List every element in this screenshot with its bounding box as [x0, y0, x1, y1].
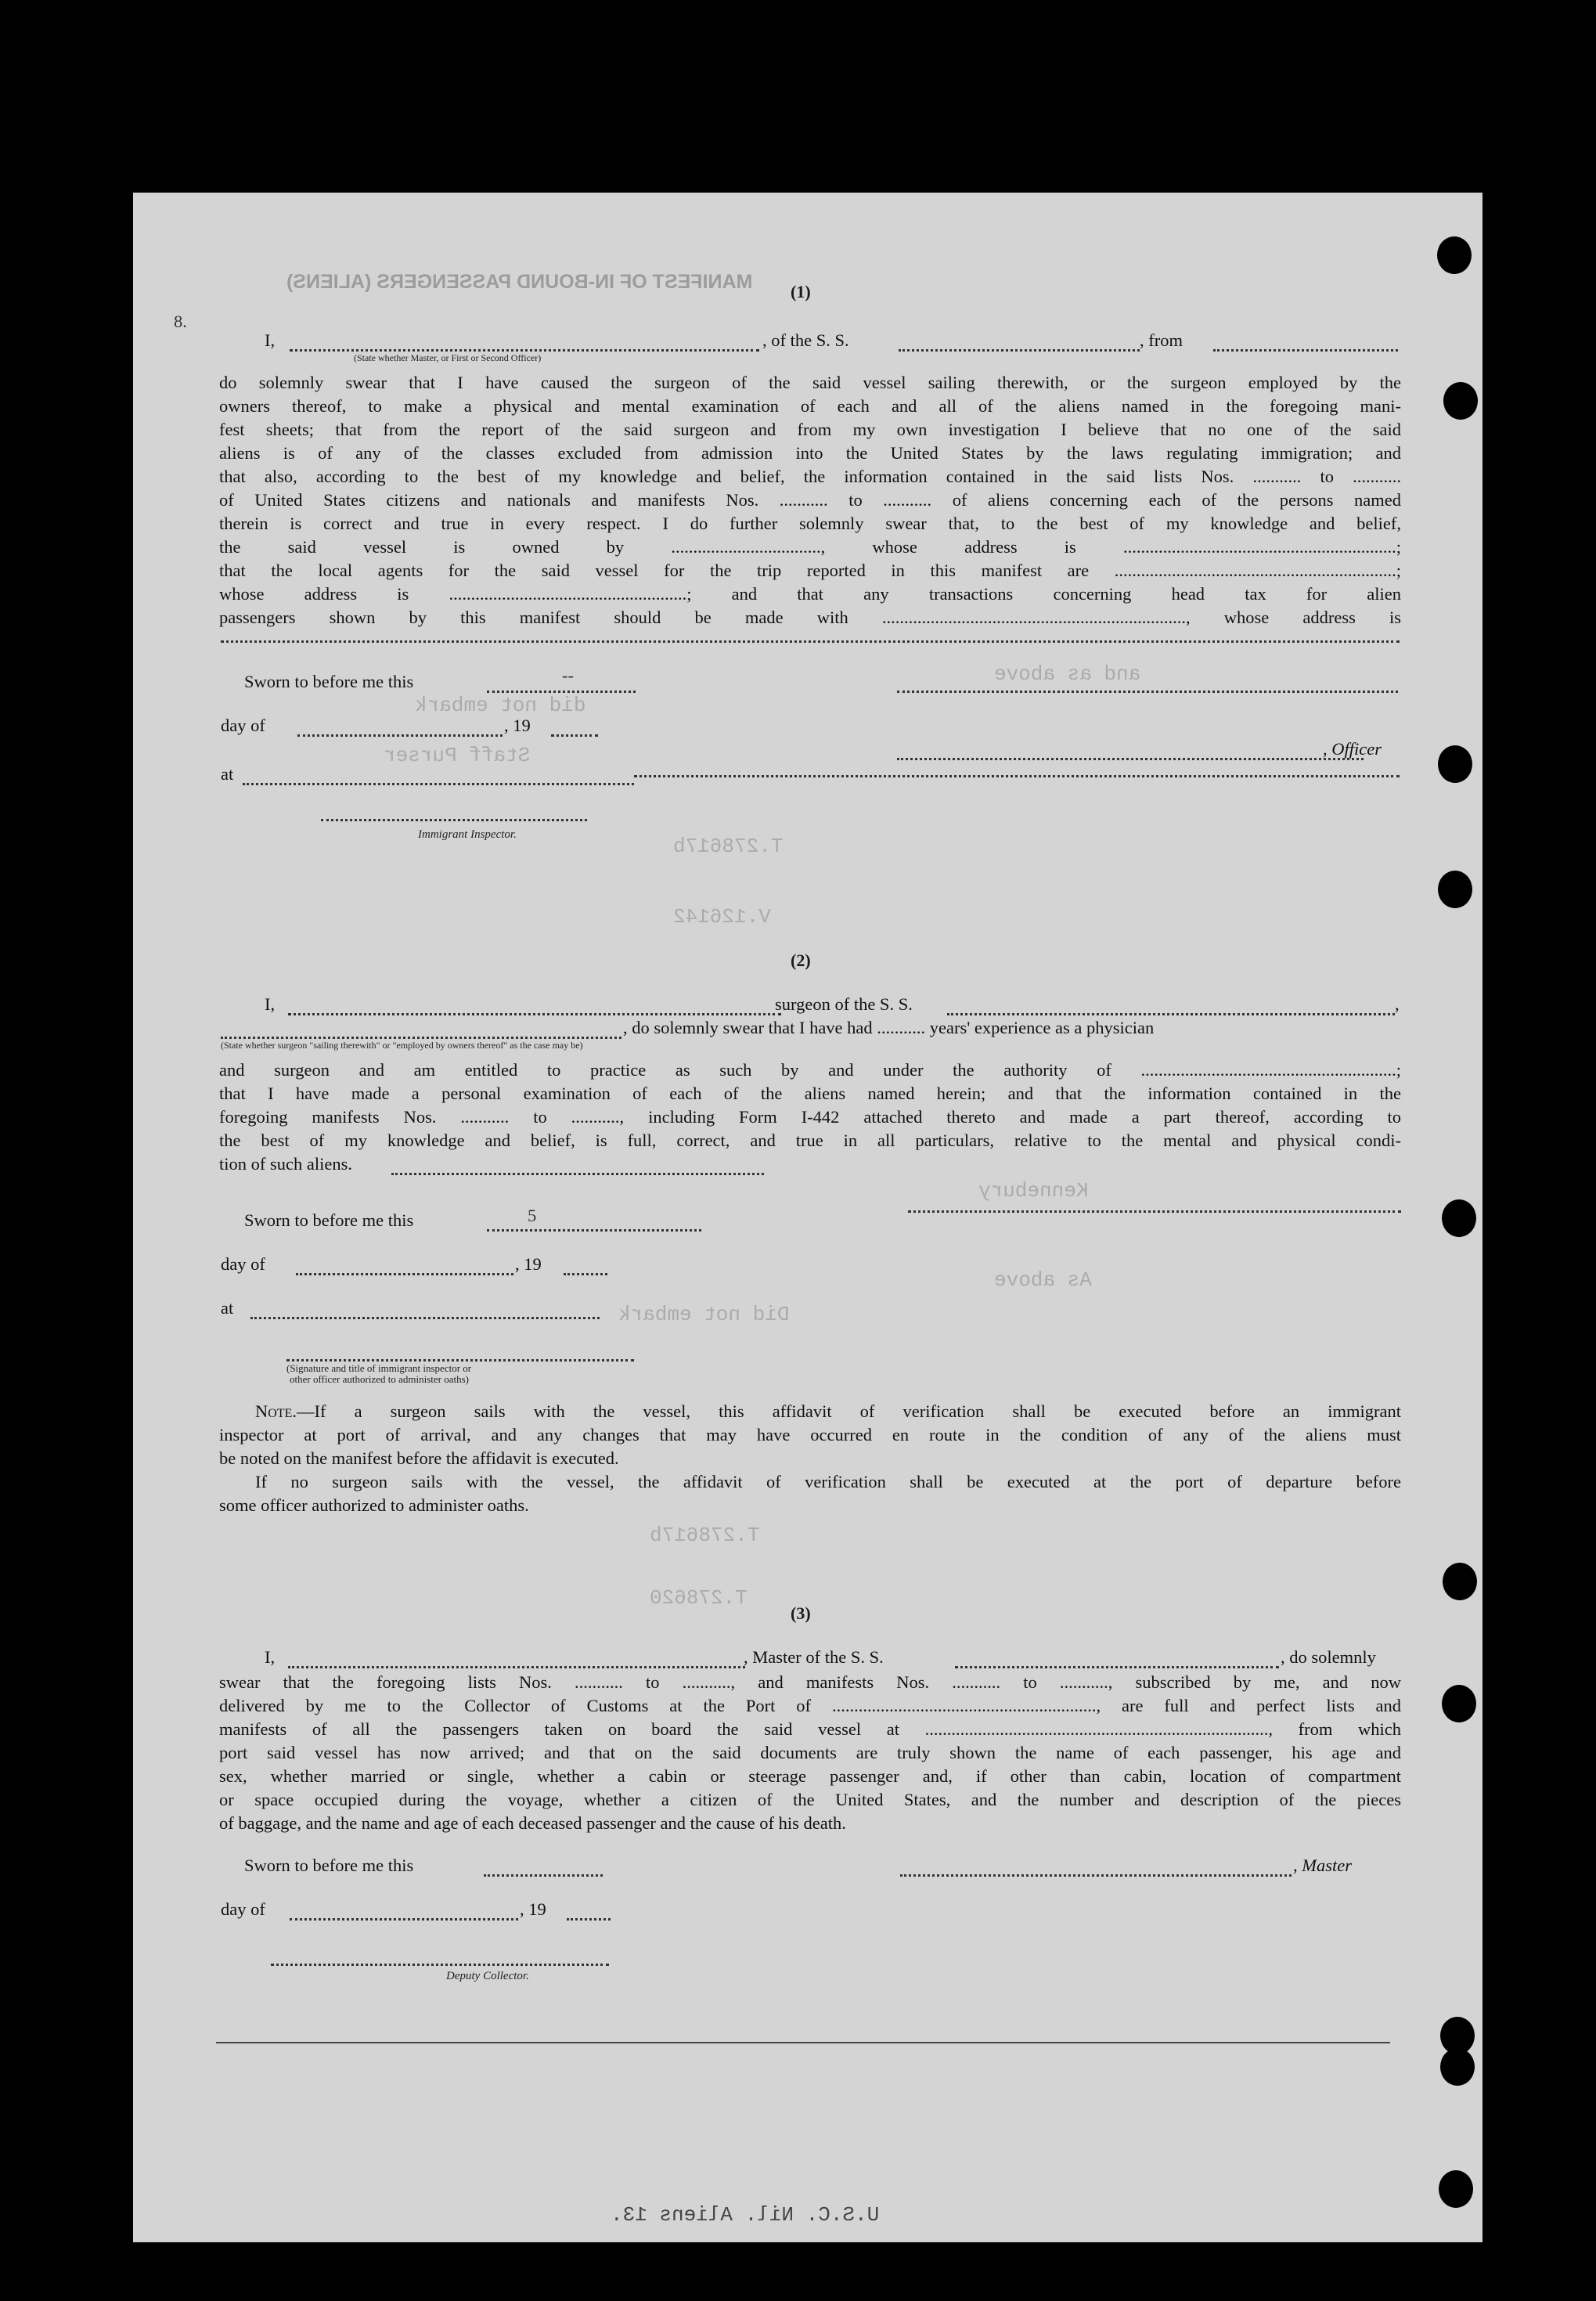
section-3-day-of-label: day of: [221, 1899, 265, 1919]
blank-sworn-day-3: [484, 1874, 603, 1877]
section-1-body-line: owners thereof, to make a physical and mental examination of each and all of the aliens named in the foregoing mani-: [219, 396, 1401, 416]
section-1-sworn-label: Sworn to before me this: [244, 672, 414, 691]
section-1-body-line: of United States citizens and nationals and manifests Nos. ........... to ........... of aliens concerning each of the persons named: [219, 490, 1401, 510]
signature-caption-line-2: other officer authorized to administer oaths): [290, 1373, 469, 1385]
blank-after-aliens: [391, 1173, 764, 1175]
section-1-sworn-value: --: [562, 665, 574, 685]
blank-master-vessel: [955, 1666, 1279, 1668]
bleed-through-text: V.126142: [673, 905, 771, 929]
section-2-intro: I,: [265, 994, 276, 1014]
blank-sworn-day-2: [487, 1229, 701, 1232]
punch-hole: [1443, 382, 1478, 420]
punch-hole: [1442, 1685, 1476, 1722]
punch-hole: [1442, 1199, 1476, 1237]
section-3-year-label: , 19: [520, 1899, 546, 1919]
section-3-number: (3): [791, 1603, 811, 1623]
section-2-year-label: , 19: [515, 1254, 542, 1274]
section-1-body-line: do solemnly swear that I have caused the surgeon of the said vessel sailing therewith, or the surgeon employed by the: [219, 373, 1401, 392]
section-2-experience-line: , do solemnly swear that I have had ........... years' experience as a physician: [623, 1018, 1155, 1037]
blank-surgeon-status: [221, 1037, 621, 1039]
section-3-body-line: port said vessel has now arrived; and that on the said documents are truly shown the name of each passenger, his age and: [219, 1743, 1401, 1762]
blank-officer-signature-3: [634, 775, 1400, 777]
immigrant-inspector-caption: Immigrant Inspector.: [418, 828, 517, 841]
master-label: , Master: [1293, 1856, 1352, 1875]
section-1-body-line: that the local agents for the said vessel for the trip reported in this manifest are ................................................................;: [219, 561, 1401, 580]
bleed-through-text: T.278617b: [650, 1524, 760, 1547]
officer-title-caption: (State whether Master, or First or Second Officer): [354, 352, 542, 363]
bleed-through-text: Kennebury: [978, 1179, 1089, 1203]
blank-officer-signature-2: [897, 758, 1364, 760]
section-3-solemnly: , do solemnly: [1281, 1647, 1376, 1667]
section-3-intro: I,: [265, 1647, 276, 1667]
deputy-collector-caption: Deputy Collector.: [446, 1970, 529, 1982]
blank-collector-signature: [271, 1964, 609, 1966]
section-1-body-line: whose address is ......................................................; and that any transactions concerning head tax for alien: [219, 584, 1401, 604]
blank-port-from: [1213, 349, 1398, 352]
signature-caption-line-1: (Signature and title of immigrant inspector or: [286, 1362, 472, 1374]
punch-hole: [1440, 2048, 1475, 2086]
blank-sworn-day: [487, 691, 636, 693]
bleed-through-header: MANIFEST OF IN-BOUND PASSENGERS (ALIENS): [286, 271, 753, 293]
section-3-sworn-label: Sworn to before me this: [244, 1856, 414, 1875]
section-2-number: (2): [791, 950, 811, 970]
blank-inspector-signature-2: [286, 1359, 634, 1361]
note-line: some officer authorized to administer oaths.: [219, 1495, 529, 1515]
section-3-vessel-label: , Master of the S. S.: [744, 1647, 884, 1667]
bleed-through-text: Did not embark: [618, 1303, 790, 1326]
blank-surgeon-vessel: [947, 1013, 1395, 1015]
section-1-body-line: the said vessel is owned by .................................., whose address is ..............................................................;: [219, 537, 1401, 557]
punch-hole: [1443, 1563, 1477, 1600]
blank-officer-name: [290, 349, 759, 352]
section-1-year-label: , 19: [504, 716, 531, 735]
section-2-body-line: tion of such aliens.: [219, 1154, 352, 1174]
section-2-day-of-label: day of: [221, 1254, 265, 1274]
officer-label: , Officer: [1323, 739, 1382, 759]
section-1-body-line: fest sheets; that from the report of the said surgeon and from my own investigation I believe that no one of the said: [219, 420, 1401, 439]
bleed-through-text: T.278617b: [673, 835, 784, 858]
punch-hole: [1439, 2170, 1473, 2208]
section-1-vessel-label: , of the S. S.: [762, 330, 849, 350]
blank-year: [551, 734, 598, 737]
section-2-vessel-label: surgeon of the S. S.: [775, 994, 913, 1014]
surgeon-status-caption: (State whether surgeon "sailing therewith" or "employed by owners thereof" as the case may be): [221, 1040, 583, 1051]
section-3-body-line: swear that the foregoing lists Nos. ........... to ..........., and manifests Nos. ........... to ..........., subscribed by me, and now: [219, 1672, 1401, 1692]
section-3-body-line: manifests of all the passengers taken on board the said vessel at .............................................................................., from which: [219, 1719, 1401, 1739]
note-label: Note.: [255, 1401, 297, 1421]
section-2-body-line: and surgeon and am entitled to practice as such by and under the authority of ..........................................................;: [219, 1060, 1401, 1080]
section-3-body-line: delivered by me to the Collector of Customs at the Port of ............................................................, are full and perfect lists and: [219, 1696, 1401, 1715]
punch-hole: [1437, 236, 1472, 274]
blank-at-place: [243, 783, 634, 785]
section-3-body-line: of baggage, and the name and age of each deceased passenger and the cause of his death.: [219, 1813, 846, 1833]
manifest-page: [133, 193, 1483, 2242]
section-1-body-line: therein is correct and true in every respect. I do further solemnly swear that, to the best of my knowledge and belief,: [219, 514, 1401, 533]
section-1-day-of-label: day of: [221, 716, 265, 735]
footer-stamp: U.S.C. Nil. Aliens 13.: [611, 2203, 880, 2227]
note-line: [255, 1400, 1401, 1423]
bleed-through-text: T.278620: [650, 1586, 748, 1610]
blank-surgeon-name: [288, 1013, 781, 1015]
blank-year-2: [564, 1273, 607, 1275]
blank-master-signature: [900, 1874, 1292, 1877]
section-1-at-label: at: [221, 764, 234, 784]
section-2-sworn-label: Sworn to before me this: [244, 1210, 414, 1230]
blank-officer-signature-1: [897, 691, 1398, 693]
bleed-through-text: did not embark: [415, 694, 586, 717]
punch-hole: [1438, 745, 1472, 783]
section-1-body-line: that also, according to the best of my knowledge and belief, the information contained in the said lists Nos. ........... to ...........: [219, 467, 1401, 486]
blank-month-2: [296, 1273, 513, 1275]
note-line: inspector at port of arrival, and any changes that may have occurred en route in the condition of any of the aliens must: [219, 1425, 1401, 1444]
blank-master-name: [288, 1666, 745, 1668]
blank-at-place-2: [250, 1317, 600, 1319]
section-1-number: (1): [791, 282, 811, 301]
bottom-rule: [216, 2042, 1390, 2043]
section-3-body-line: sex, whether married or single, whether a cabin or steerage passenger and, if other than cabin, location of compartment: [219, 1766, 1401, 1786]
section-2-body-line: foregoing manifests Nos. ........... to ..........., including Form I-442 attached thereto and made a part thereof, according to: [219, 1107, 1401, 1127]
section-1-intro: I,: [265, 330, 276, 350]
section-2-sworn-value: 5: [528, 1206, 537, 1225]
margin-mark: 8.: [174, 312, 187, 331]
bleed-through-text: As above: [994, 1268, 1092, 1292]
blank-signature-2: [908, 1210, 1401, 1213]
blank-year-3: [567, 1918, 611, 1921]
note-line: If no surgeon sails with the vessel, the affidavit of verification shall be executed at the port of departure before: [255, 1472, 1401, 1491]
blank-month: [297, 734, 503, 737]
section-1-from-label: , from: [1140, 330, 1183, 350]
section-2-body-line: the best of my knowledge and belief, is full, correct, and true in all particulars, relative to the mental and physical condi-: [219, 1131, 1401, 1150]
blank-vessel-name: [899, 349, 1140, 352]
punch-hole: [1438, 871, 1472, 908]
section-3-body-line: or space occupied during the voyage, whether a citizen of the United States, and the number and description of the pieces: [219, 1790, 1401, 1809]
blank-head-tax-address: [221, 640, 1400, 643]
blank-inspector-signature: [321, 819, 587, 821]
section-2-at-label: at: [221, 1298, 234, 1318]
section-2-body-line: that I have made a personal examination of each of the aliens named herein; and that the information contained in the: [219, 1084, 1401, 1103]
note-text: —If a surgeon sails with the vessel, this affidavit of verification shall be executed before an immigrant: [296, 1401, 1401, 1421]
bleed-through-text: Staff Purser: [384, 744, 531, 767]
section-1-body-line: aliens is of any of the classes excluded from admission into the United States by the laws regulating immigration; and: [219, 443, 1401, 463]
blank-month-3: [290, 1918, 518, 1921]
bleed-through-text: and as above: [994, 662, 1141, 686]
section-1-body-line: passengers shown by this manifest should be made with ....................................................................., whose address is: [219, 608, 1401, 627]
note-line: be noted on the manifest before the affidavit is executed.: [219, 1448, 619, 1468]
section-2-comma: ,: [1395, 994, 1400, 1014]
